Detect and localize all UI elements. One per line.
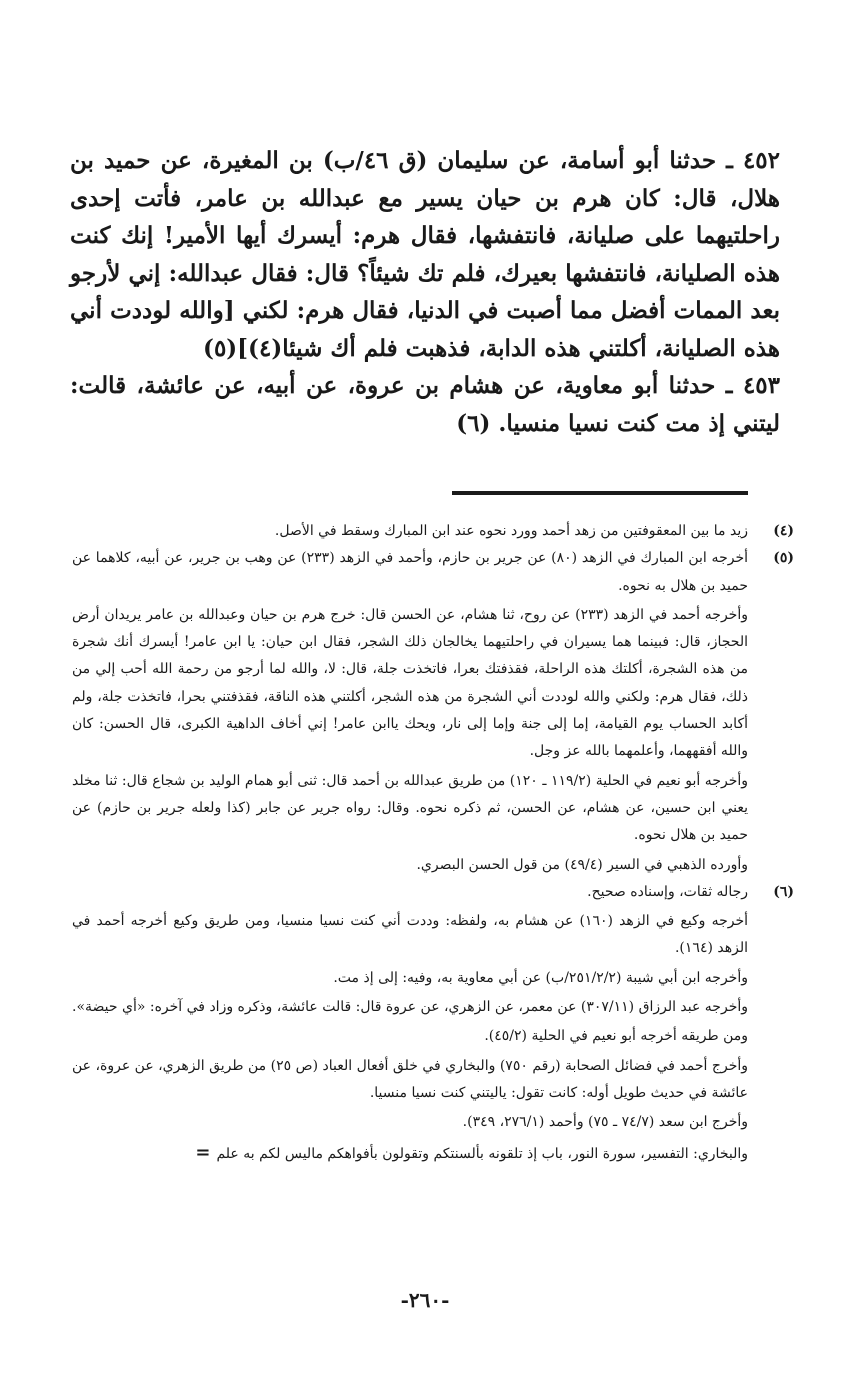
footnote-paragraph: رجاله ثقات، وإسناده صحيح. (587, 883, 748, 900)
continuation-mark: = (195, 1141, 211, 1163)
footnote-body (72, 518, 748, 545)
hadith-453 (70, 367, 780, 442)
footnote-paragraph (72, 1139, 748, 1168)
hadith-text: ـ حدثنا أبو أسامة، عن سليمان (ق ٤٦/ب) بن المغيرة، عن حميد بن هلال، قال: كان هرم بن حيان يسير مع عبدالله بن عامر، فأتت إحدى راحلتيهما على صليانة، فانتفشها، فقال هرم: أيسرك أيها الأمير! إنك كنت هذه الصليانة، فانتفشها بعيرك، فلم تك شيئاً؟ قال: فقال عبدالله: إني لأرجو بعد الممات أفضل مما أصبت في الدنيا، فقال هرم: لكني [والله لوددت أني هذه الصليانة، أكلتني هذه الدابة، فذهبت فلم أك شيئا(٤)](٥) (70, 147, 780, 362)
hadith-text: ـ حدثنا أبو معاوية، عن هشام بن عروة، عن أبيه، عن عائشة، قالت: ليتني إذ مت كنت نسيا منسيا. (٦) (70, 372, 780, 437)
footnote-paragraph: أخرجه ابن المبارك في الزهد (٨٠) عن جرير بن حازم، وأحمد في الزهد (٢٣٣) عن وهب بن جرير، عن أبيه، كلاهما عن حميد بن هلال به نحوه. (72, 550, 748, 594)
page-number: -٢٦٠- (400, 1288, 450, 1312)
main-text (70, 142, 780, 442)
hadith-number: ٤٥٢ (742, 147, 781, 174)
footnote-marker: (٦) (773, 883, 794, 900)
footnote-paragraph: أخرجه وكيع في الزهد (١٦٠) عن هشام به، ولفظه: وددت أني كنت نسيا منسيا، ومن طريق وكيع أخرجه أحمد في الزهد (١٦٤). (72, 913, 748, 957)
footnote-body (72, 879, 748, 1168)
footnote-paragraph: وأخرجه أبو نعيم في الحلية (١١٩/٢ ـ ١٢٠) من طريق عبدالله بن أحمد قال: ثنى أبو همام الوليد بن شجاع قال: ثنا مخلد يعني ابن حسين، عن هشام، عن الحسن، ثم ذكره نحوه. وقال: رواه جرير عن جابر (كذا ولعله جرير بن حازم) عن حميد بن هلال نحوه. (72, 772, 748, 844)
footnote-text: والبخاري: التفسير، سورة النور، باب إذ تلقونه بألسنتكم وتقولون بأفواهكم ماليس لكم به علم (216, 1145, 748, 1162)
footnote-4 (72, 518, 794, 545)
footnote-body (72, 545, 748, 879)
footnote-paragraph: ومن طريقه أخرجه أبو نعيم في الحلية (٤٥/٢). (484, 1028, 748, 1045)
footnotes (72, 518, 794, 1168)
footnote-paragraph: زيد ما بين المعقوفتين من زهد أحمد وورد نحوه عند ابن المبارك وسقط في الأصل. (274, 523, 748, 539)
footnote-separator (452, 491, 748, 495)
footnote-marker: (٤) (773, 523, 794, 539)
footnote-paragraph: وأورده الذهبي في السير (٤٩/٤) من قول الحسن البصري. (416, 856, 748, 873)
footnote-paragraph: وأخرج ابن سعد (٧٤/٧ ـ ٧٥) وأحمد (٢٧٦/١، ٣٤٩). (462, 1114, 748, 1131)
footnote-6 (72, 879, 794, 1168)
footnote-paragraph: وأخرجه أحمد في الزهد (٢٣٣) عن روح، ثنا هشام، عن الحسن قال: خرج هرم بن حيان وعبدالله بن عامر يريدان أرض الحجاز، قال: فبينما هما يسيران في راحلتيهما يخالجان ذلك الشجر، فقال ابن حيان: يا ابن عامر! أيسرك أنك شجرة من هذه الشجرة، أكلتك هذه الراحلة، فقذفتك بعرا، فاتخذت جلة، قال: لا، والله لما أرجو من رحمة الله أحب إلي من ذلك، فقال هرم: ولكني والله لوددت أني الشجرة من هذه الشجر، أكلتني هذه الناقة، فقذفتني بحرا، فاتخذت جلة، ولم أكابد الحساب يوم القيامة، إما إلى جنة وإما إلى نار، ويحك ياابن عامر! إني أخاف الداهية الكبرى، قال الحسن: كان والله أفقههما، وأعلمهما بالله عز وجل. (72, 606, 748, 760)
footnote-paragraph: وأخرجه عبد الرزاق (٣٠٧/١١) عن معمر، عن الزهري، عن عروة قال: قالت عائشة، وذكره وزاد في آخره: «أي حيضة». (72, 999, 748, 1016)
footnote-marker: (٥) (773, 550, 794, 567)
footnote-paragraph: وأخرجه ابن أبي شيبة (٢٥١/٢/٢/ب) عن أبي معاوية به، وفيه: إلى إذ مت. (333, 969, 748, 986)
hadith-number: ٤٥٣ (742, 372, 780, 399)
hadith-452 (70, 142, 780, 367)
footnote-paragraph: وأخرج أحمد في فضائل الصحابة (رقم ٧٥٠) والبخاري في خلق أفعال العباد (ص ٢٥) من طريق الزهري، عن عروة، عن عائشة في حديث طويل أوله: كانت تقول: ياليتني كنت نسيا منسيا. (72, 1057, 748, 1101)
footnote-5 (72, 545, 794, 879)
